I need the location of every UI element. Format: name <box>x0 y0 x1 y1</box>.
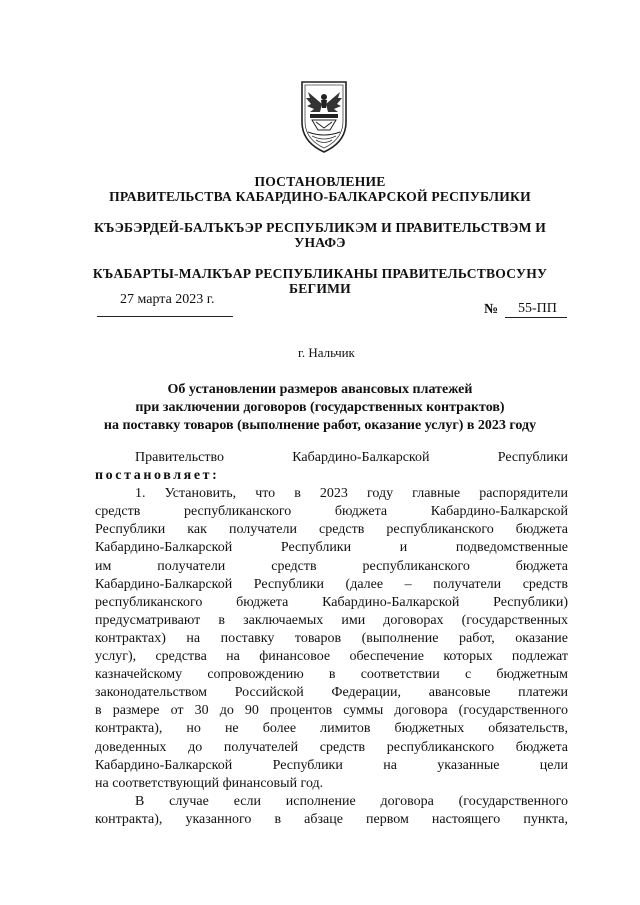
paragraph2-line: В случае если исполнение договора (государственного <box>135 793 568 809</box>
paragraph1-line: Кабардино-Балкарской Республики (далее – получатели средств <box>95 576 568 592</box>
kabardian-heading-line1: КЪЭБЭРДЕЙ-БАЛЪКЪЭР РЕСПУБЛИКЭМ И ПРАВИТЕЛЬСТВЭМ И <box>93 220 547 235</box>
intro-word: Кабардино-Балкарской <box>292 450 430 465</box>
city: г. Нальчик <box>298 345 355 360</box>
paragraph1-line: казначейскому сопровождению в соответствии с бюджетным <box>95 667 568 683</box>
paragraph1-line: республиканского бюджета Кабардино-Балкарской Республики) <box>95 594 568 610</box>
decree-number: 55-ПП <box>518 301 557 316</box>
decree-date: 27 марта 2023 г. <box>120 292 215 307</box>
paragraph1-line: контрактах) на поставку товаров (выполнение работ, оказание <box>95 630 568 646</box>
paragraph1-line: контракта), но не более лимитов бюджетных обязательств, <box>95 721 568 737</box>
paragraph1-line: 1. Установить, что в 2023 году главные распорядители <box>135 486 568 502</box>
decree-heading: ПОСТАНОВЛЕНИЕ <box>254 174 386 189</box>
title-line2: при заключении договоров (государственных контрактов) <box>135 400 505 415</box>
title-line1: Об установлении размеров авансовых платежей <box>167 382 473 397</box>
balkar-heading-line2: БЕГИМИ <box>289 281 351 296</box>
paragraph1-line: предусматривают в заключаемых ими договорах (государственных <box>95 612 568 628</box>
number-label: № <box>484 302 499 317</box>
number-underline <box>505 317 567 318</box>
paragraph1-line: услуг), средства на финансовое обеспечение которых подлежат <box>95 649 568 665</box>
intro-word: Республики <box>497 450 568 465</box>
decree-body <box>95 449 568 829</box>
paragraph1-line: на соответствующий финансовый год. <box>95 775 324 791</box>
kabardian-heading-line2: УНАФЭ <box>294 235 346 250</box>
date-underline <box>97 316 233 317</box>
balkar-heading-line1: КЪАБАРТЫ-МАЛКЪАР РЕСПУБЛИКАНЫ ПРАВИТЕЛЬСТВОСУНУ <box>92 266 548 281</box>
paragraph1-line: в размере от 30 до 90 процентов суммы договора (государственного <box>95 703 568 719</box>
paragraph2-line: контракта), указанного в абзаце первом настоящего пункта, <box>95 811 568 827</box>
government-heading: ПРАВИТЕЛЬСТВА КАБАРДИНО-БАЛКАРСКОЙ РЕСПУБЛИКИ <box>109 189 531 204</box>
decree-verb: постановляет: <box>95 468 220 484</box>
paragraph1-line: Кабардино-Балкарской Республики на указанные цели <box>95 757 568 773</box>
paragraph1-line: доведенных до получателей средств республиканского бюджета <box>95 739 568 755</box>
paragraph1-line: средств республиканского бюджета Кабардино-Балкарской <box>95 504 568 520</box>
coat-of-arms-emblem <box>294 78 354 154</box>
intro-line <box>95 449 568 467</box>
paragraph1-line: Кабардино-Балкарской Республики и подведомственные <box>95 540 568 556</box>
paragraph1-line: им получатели средств республиканского бюджета <box>95 558 568 574</box>
title-line3: на поставку товаров (выполнение работ, оказание услуг) в 2023 году <box>103 418 537 433</box>
paragraph1-line: законодательством Российской Федерации, авансовые платежи <box>95 685 568 701</box>
intro-word: Правительство <box>135 450 224 465</box>
paragraph1-line: Республики как получатели средств республиканского бюджета <box>95 522 568 538</box>
